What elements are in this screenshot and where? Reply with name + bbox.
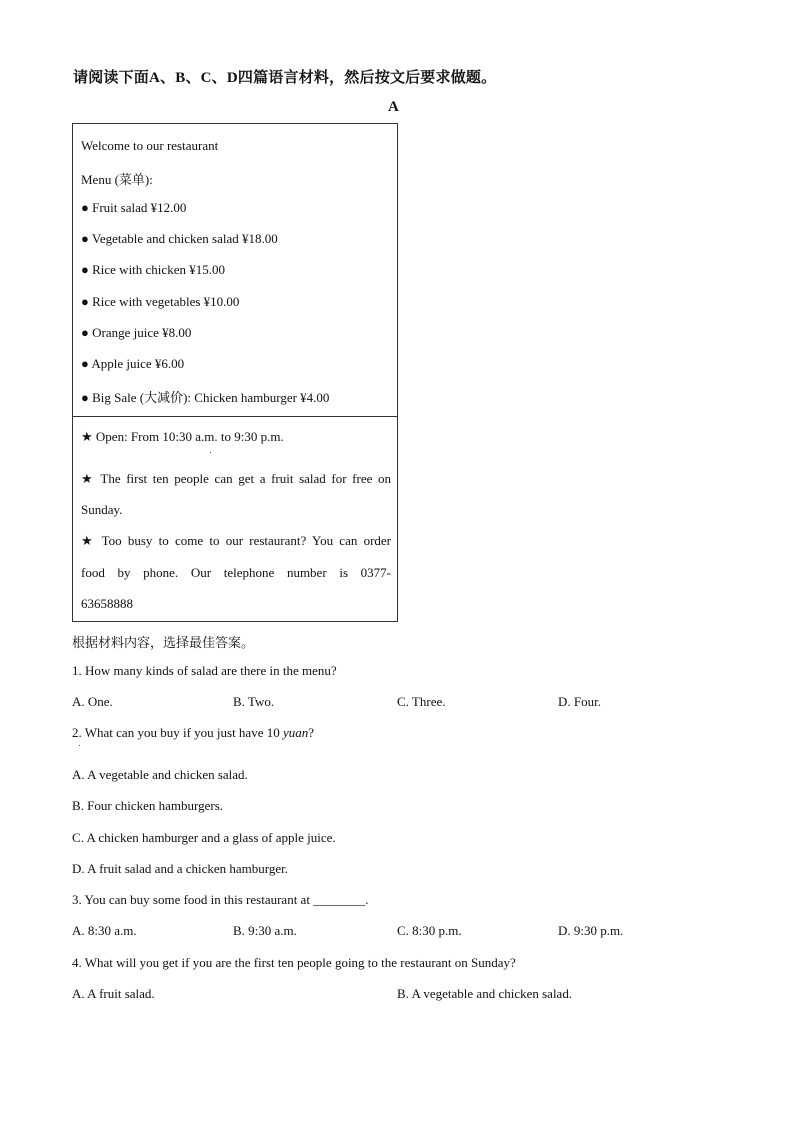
note-order-by-phone-cont: food by phone. Our telephone number is 0377-: [81, 565, 391, 580]
restaurant-menu-box: [72, 123, 398, 622]
question-2-mark: ?: [308, 725, 315, 740]
menu-item: ● Fruit salad ¥12.00: [81, 200, 187, 215]
menu-label: Menu (菜单):: [81, 172, 153, 187]
q3-option-c[interactable]: C. 8:30 p.m.: [397, 923, 462, 938]
stray-dot: [79, 745, 80, 746]
note-order-by-phone: ★ Too busy to come to our restaurant? You can order: [81, 533, 391, 548]
q1-option-a[interactable]: A. One.: [72, 694, 113, 709]
menu-item: ● Apple juice ¥6.00: [81, 356, 185, 371]
question-2-yuan: yuan: [282, 725, 309, 740]
q2-option-b[interactable]: B. Four chicken hamburgers.: [72, 798, 224, 813]
q1-option-c[interactable]: C. Three.: [397, 694, 446, 709]
q3-option-b[interactable]: B. 9:30 a.m.: [233, 923, 297, 938]
question-2: [72, 725, 314, 741]
menu-item-sale: ● Big Sale (大减价): Chicken hamburger ¥4.00: [81, 390, 330, 405]
section-letter: A: [388, 99, 399, 115]
q2-option-c[interactable]: C. A chicken hamburger and a glass of apple juice.: [72, 830, 336, 845]
reading-instruction: 请阅读下面A、B、C、D四篇语言材料，然后按文后要求做题。: [73, 70, 497, 86]
menu-item: ● Rice with vegetables ¥10.00: [81, 294, 240, 309]
menu-item: ● Rice with chicken ¥15.00: [81, 262, 225, 277]
question-3: 3. You can buy some food in this restaurant at ________.: [72, 892, 369, 907]
q1-option-b[interactable]: B. Two.: [233, 694, 275, 709]
question-1: 1. How many kinds of salad are there in the menu?: [72, 663, 337, 678]
q2-option-d[interactable]: D. A fruit salad and a chicken hamburger.: [72, 861, 289, 876]
note-phone-number: 63658888: [81, 596, 133, 611]
question-2-stem: 2. What can you buy if you just have 10: [72, 725, 283, 740]
note-free-salad: ★ The first ten people can get a fruit salad for free on: [81, 471, 391, 486]
q1-option-d[interactable]: D. Four.: [558, 694, 601, 709]
note-free-salad-cont: Sunday.: [81, 502, 123, 517]
q4-option-b[interactable]: B. A vegetable and chicken salad.: [397, 986, 573, 1001]
q2-option-a[interactable]: A. A vegetable and chicken salad.: [72, 767, 248, 782]
menu-item: ● Vegetable and chicken salad ¥18.00: [81, 231, 278, 246]
menu-list: [73, 124, 397, 417]
q3-option-a[interactable]: A. 8:30 a.m.: [72, 923, 137, 938]
question-4: 4. What will you get if you are the first ten people going to the restaurant on Sunday?: [72, 955, 516, 970]
task-instruction: 根据材料内容，选择最佳答案。: [72, 635, 255, 650]
q3-option-d[interactable]: D. 9:30 p.m.: [558, 923, 624, 938]
stray-dot: [210, 452, 211, 453]
q4-option-a[interactable]: A. A fruit salad.: [72, 986, 155, 1001]
menu-welcome: Welcome to our restaurant: [81, 138, 219, 153]
note-open-hours: ★ Open: From 10:30 a.m. to 9:30 p.m.: [81, 429, 284, 444]
menu-item: ● Orange juice ¥8.00: [81, 325, 192, 340]
